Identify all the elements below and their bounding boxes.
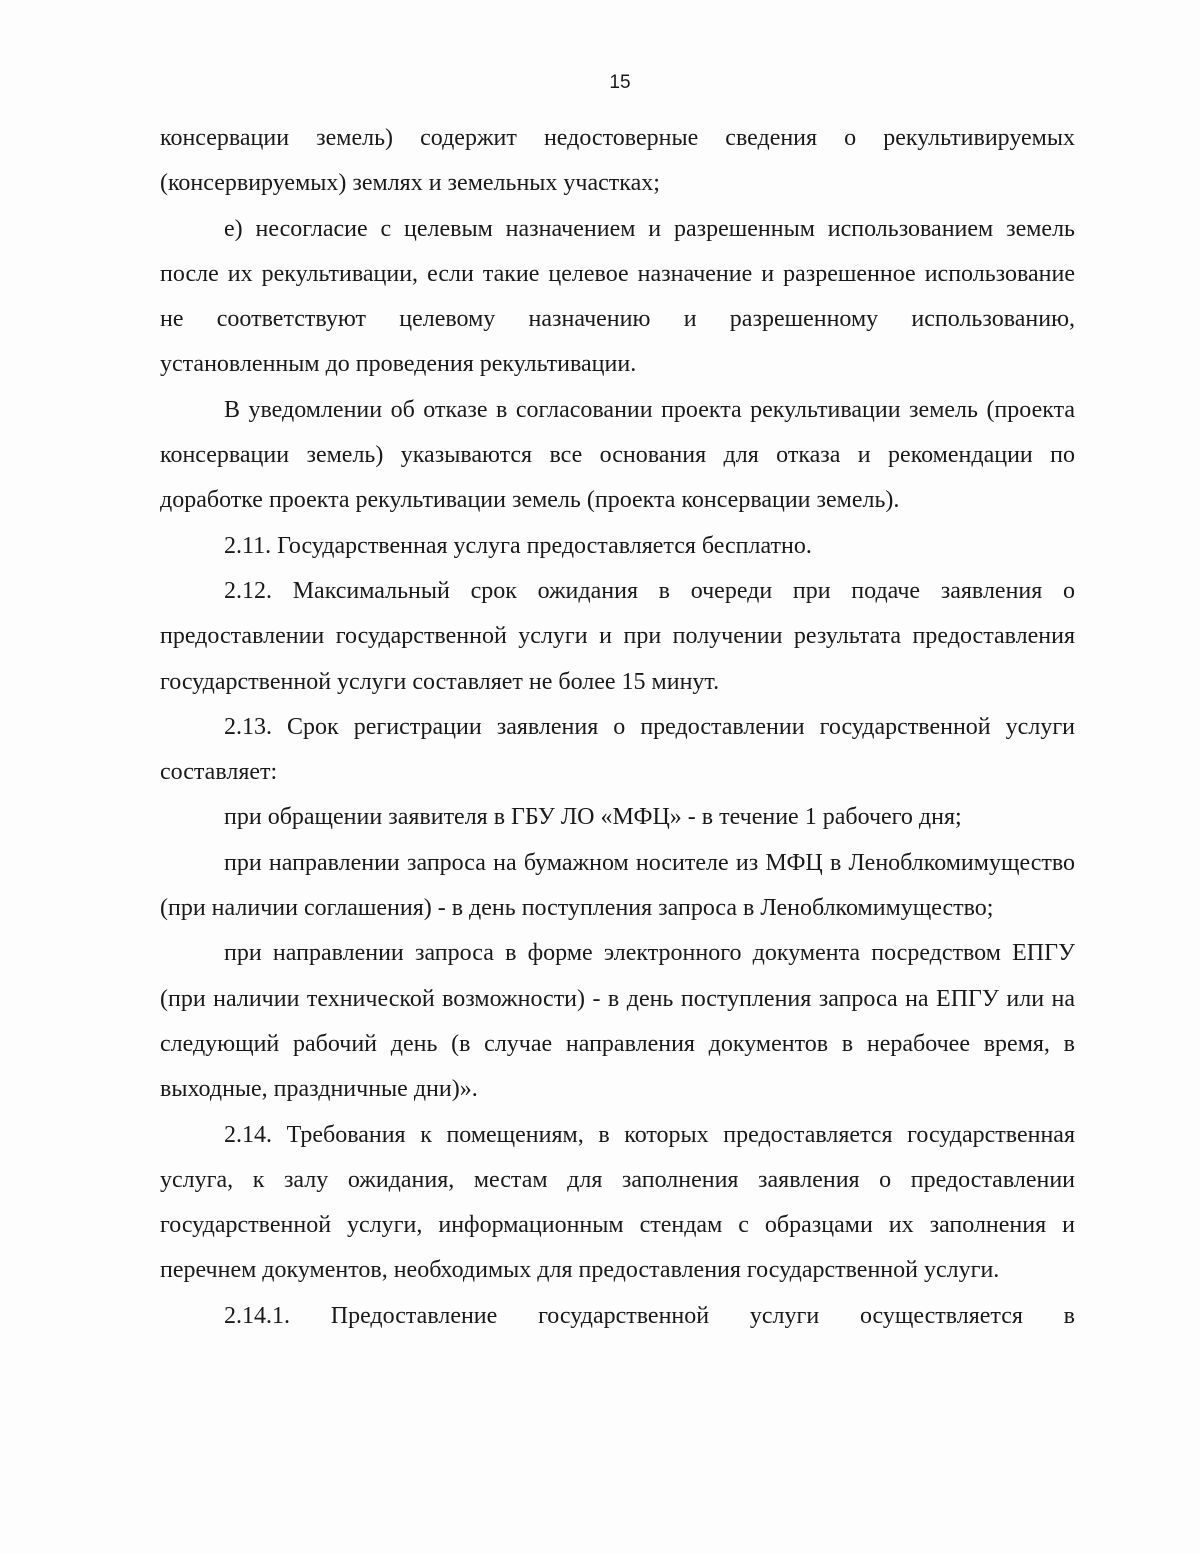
paragraph-item-e: е) несогласие с целевым назначением и разрешенным использованием земель после их рекультивации, если такие целевое назначение и разрешенное использование не соответствуют целевому назначению и разрешенному использованию, установленным до проведения рекультивации.	[160, 215, 1075, 378]
paragraph-2-12: 2.12. Максимальный срок ожидания в очереди при подаче заявления о предоставлении государственной услуги и при получении результата предоставления государственной услуги составляет не более 15 минут.	[160, 577, 1075, 695]
paragraph-2-14-1: 2.14.1. Предоставление государственной услуги осуществляется в	[224, 1302, 1075, 1329]
paragraph-2-13-electronic: при направлении запроса в форме электронного документа посредством ЕПГУ (при наличии технической возможности) - в день поступления запроса на ЕПГУ или на следующий рабочий день (в случае направления документов в нерабочее время, в выходные, праздничные дни)».	[160, 940, 1075, 1103]
paragraph-2-13: 2.13. Срок регистрации заявления о предоставлении государственной услуги составляет:	[160, 713, 1075, 786]
paragraph-2-13-paper: при направлении запроса на бумажном носителе из МФЦ в Леноблкомимущество (при наличии соглашения) - в день поступления запроса в Леноблкомимущество;	[160, 849, 1075, 922]
paragraph-2-14: 2.14. Требования к помещениям, в которых предоставляется государственная услуга, к залу ожидания, местам для заполнения заявления о предоставлении государственной услуги, информационным стендам с образцами их заполнения и перечнем документов, необходимых для предоставления государственной услуги.	[160, 1121, 1075, 1284]
document-body	[160, 116, 1075, 1339]
paragraph-2-11: 2.11. Государственная услуга предоставляется бесплатно.	[224, 532, 812, 559]
paragraph-refusal-notice: В уведомлении об отказе в согласовании проекта рекультивации земель (проекта консервации земель) указываются все основания для отказа и рекомендации по доработке проекта рекультивации земель (проекта консервации земель).	[160, 396, 1075, 514]
page-number: 15	[609, 72, 631, 93]
paragraph-continuation: консервации земель) содержит недостоверные сведения о рекультивируемых (консервируемых) землях и земельных участках;	[160, 125, 1075, 197]
paragraph-2-13-mfc: при обращении заявителя в ГБУ ЛО «МФЦ» - в течение 1 рабочего дня;	[224, 804, 962, 831]
